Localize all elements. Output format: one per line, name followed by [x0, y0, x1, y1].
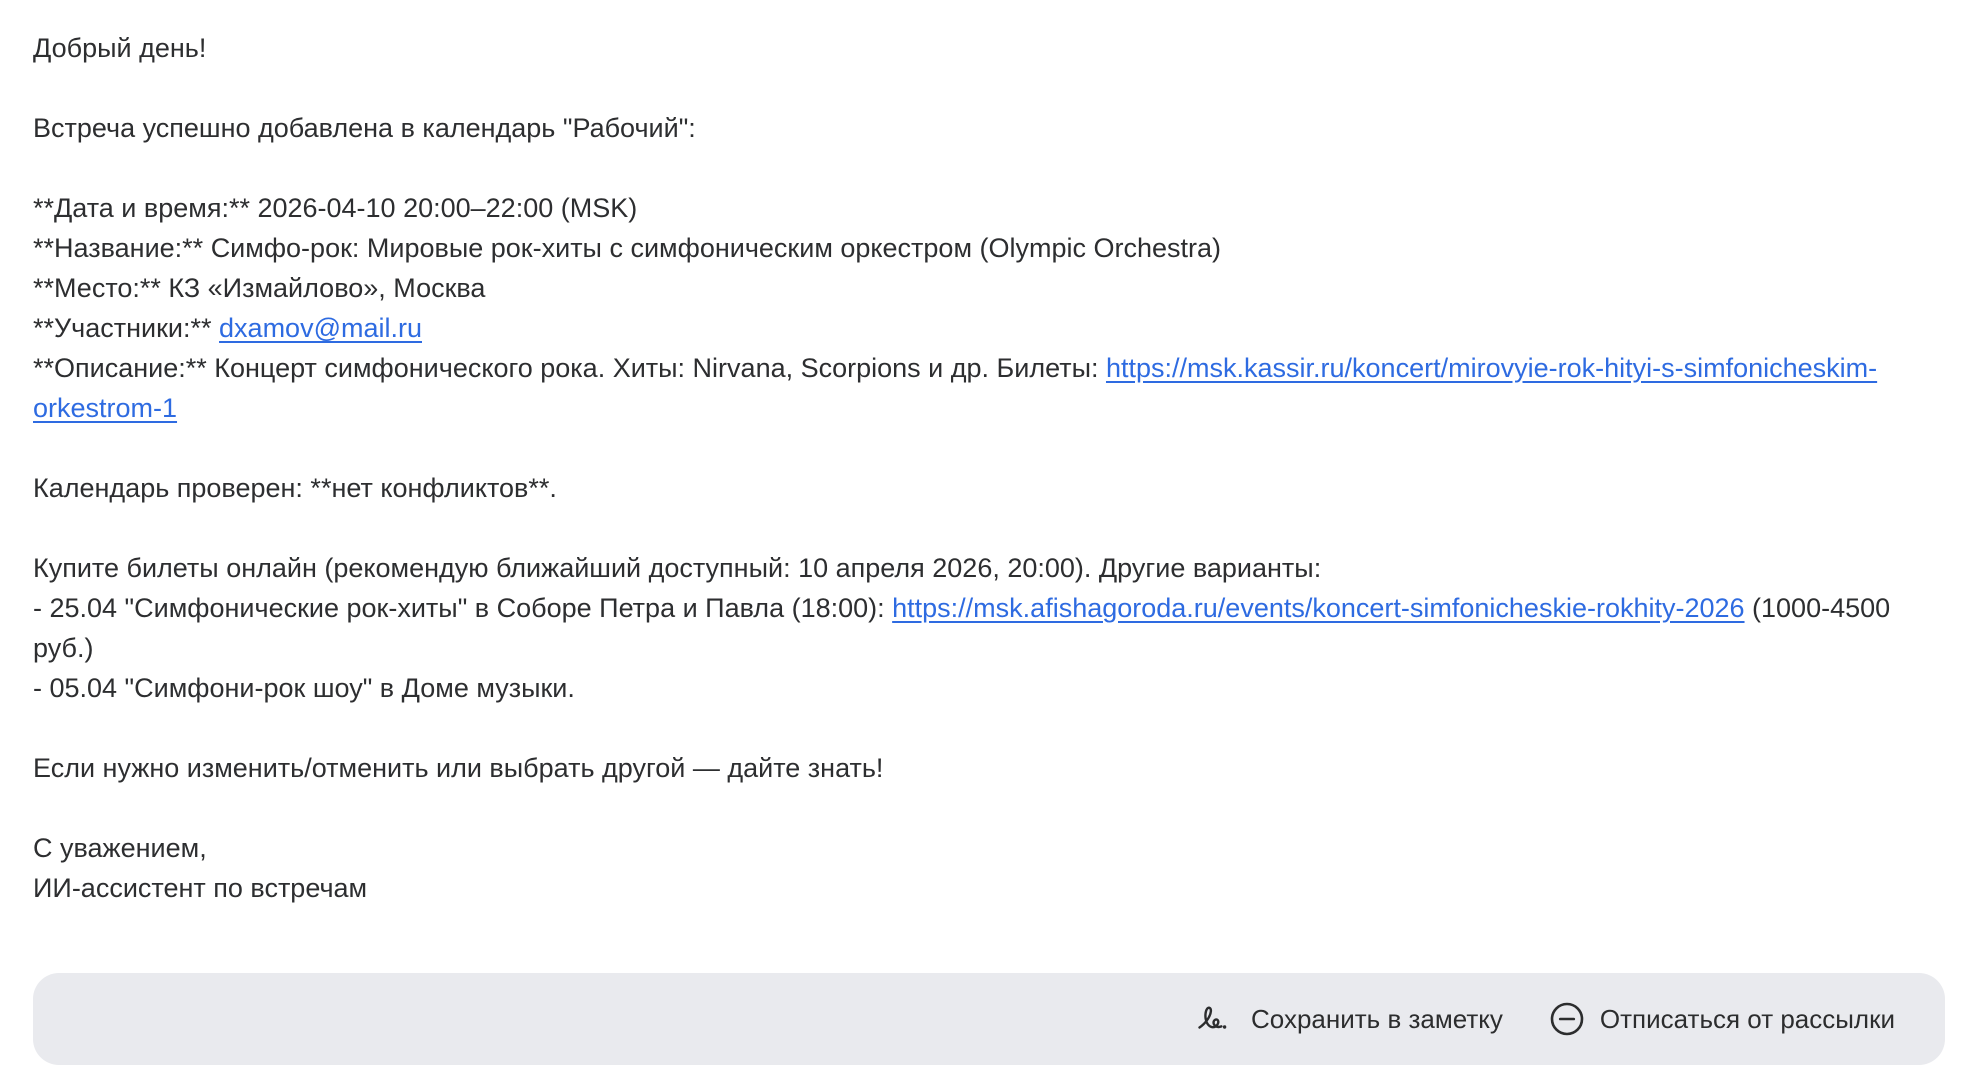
- text-segment: **Участники:**: [33, 313, 220, 343]
- text-segment: Если нужно изменить/отменить или выбрать другой — дайте знать!: [33, 753, 884, 783]
- text-line: [33, 108, 1946, 148]
- email-body: [33, 28, 1946, 908]
- paragraph: [33, 108, 1946, 148]
- paragraph: [33, 828, 1946, 908]
- footer-bar: [33, 973, 1945, 1065]
- text-segment: Встреча успешно добавлена в календарь "Рабочий":: [33, 113, 696, 143]
- text-segment: **Дата и время:** 2026-04-10 20:00–22:00 (MSK): [33, 193, 638, 223]
- text-segment: **Описание:** Концерт симфонического рока. Хиты: Nirvana, Scorpions и др. Билеты:: [33, 353, 1106, 383]
- text-line: [33, 28, 1946, 68]
- paragraph: [33, 28, 1946, 68]
- text-line: [33, 748, 1946, 788]
- paragraph: [33, 468, 1946, 508]
- text-segment: (1000-4500 руб.): [33, 593, 1891, 663]
- text-line: [33, 468, 1946, 508]
- save-to-note-button[interactable]: [1196, 1004, 1503, 1035]
- text-line: [33, 548, 1946, 588]
- text-segment: **Название:** Симфо-рок: Мировые рок-хиты с симфоническим оркестром (Olympic Orchestra): [33, 233, 1222, 263]
- text-segment: С уважением,: [33, 833, 207, 863]
- text-line: [33, 868, 1946, 908]
- text-line: [33, 228, 1946, 268]
- text-segment: **Место:** КЗ «Измайлово», Москва: [33, 273, 486, 303]
- text-line: [33, 268, 1946, 308]
- text-segment: Календарь проверен: **нет конфликтов**.: [33, 473, 557, 503]
- text-segment: Купите билеты онлайн (рекомендую ближайший доступный: 10 апреля 2026, 20:00). Другие варианты:: [33, 553, 1322, 583]
- afishagoroda-ticket-link[interactable]: https://msk.afishagoroda.ru/events/koncert-simfonicheskie-rokhity-2026: [892, 593, 1745, 623]
- save-to-note-label: Сохранить в заметку: [1251, 1003, 1503, 1034]
- text-line: [33, 828, 1946, 868]
- note-scribble-icon: [1196, 1005, 1236, 1033]
- paragraph: [33, 548, 1946, 708]
- attendee-email-link[interactable]: dxamov@mail.ru: [219, 313, 422, 343]
- text-segment: Добрый день!: [33, 33, 207, 63]
- text-line: [33, 308, 1946, 348]
- text-segment: ИИ-ассистент по встречам: [33, 873, 368, 903]
- paragraph: [33, 748, 1946, 788]
- paragraph: [33, 188, 1946, 428]
- unsubscribe-label: Отписаться от рассылки: [1599, 1003, 1895, 1034]
- text-line: [33, 668, 1946, 708]
- circle-minus-icon: [1549, 1001, 1585, 1037]
- unsubscribe-button[interactable]: [1549, 1001, 1895, 1037]
- kassir-ticket-link[interactable]: https://msk.kassir.ru/koncert/mirovyie-rok-hityi-s-simfonicheskim-orkestrom-1: [33, 353, 1878, 423]
- text-segment: - 05.04 "Симфони-рок шоу" в Доме музыки.: [33, 673, 575, 703]
- text-segment: - 25.04 "Симфонические рок-хиты" в Соборе Петра и Павла (18:00):: [33, 593, 893, 623]
- text-line: [33, 348, 1946, 428]
- text-line: [33, 588, 1946, 668]
- text-line: [33, 188, 1946, 228]
